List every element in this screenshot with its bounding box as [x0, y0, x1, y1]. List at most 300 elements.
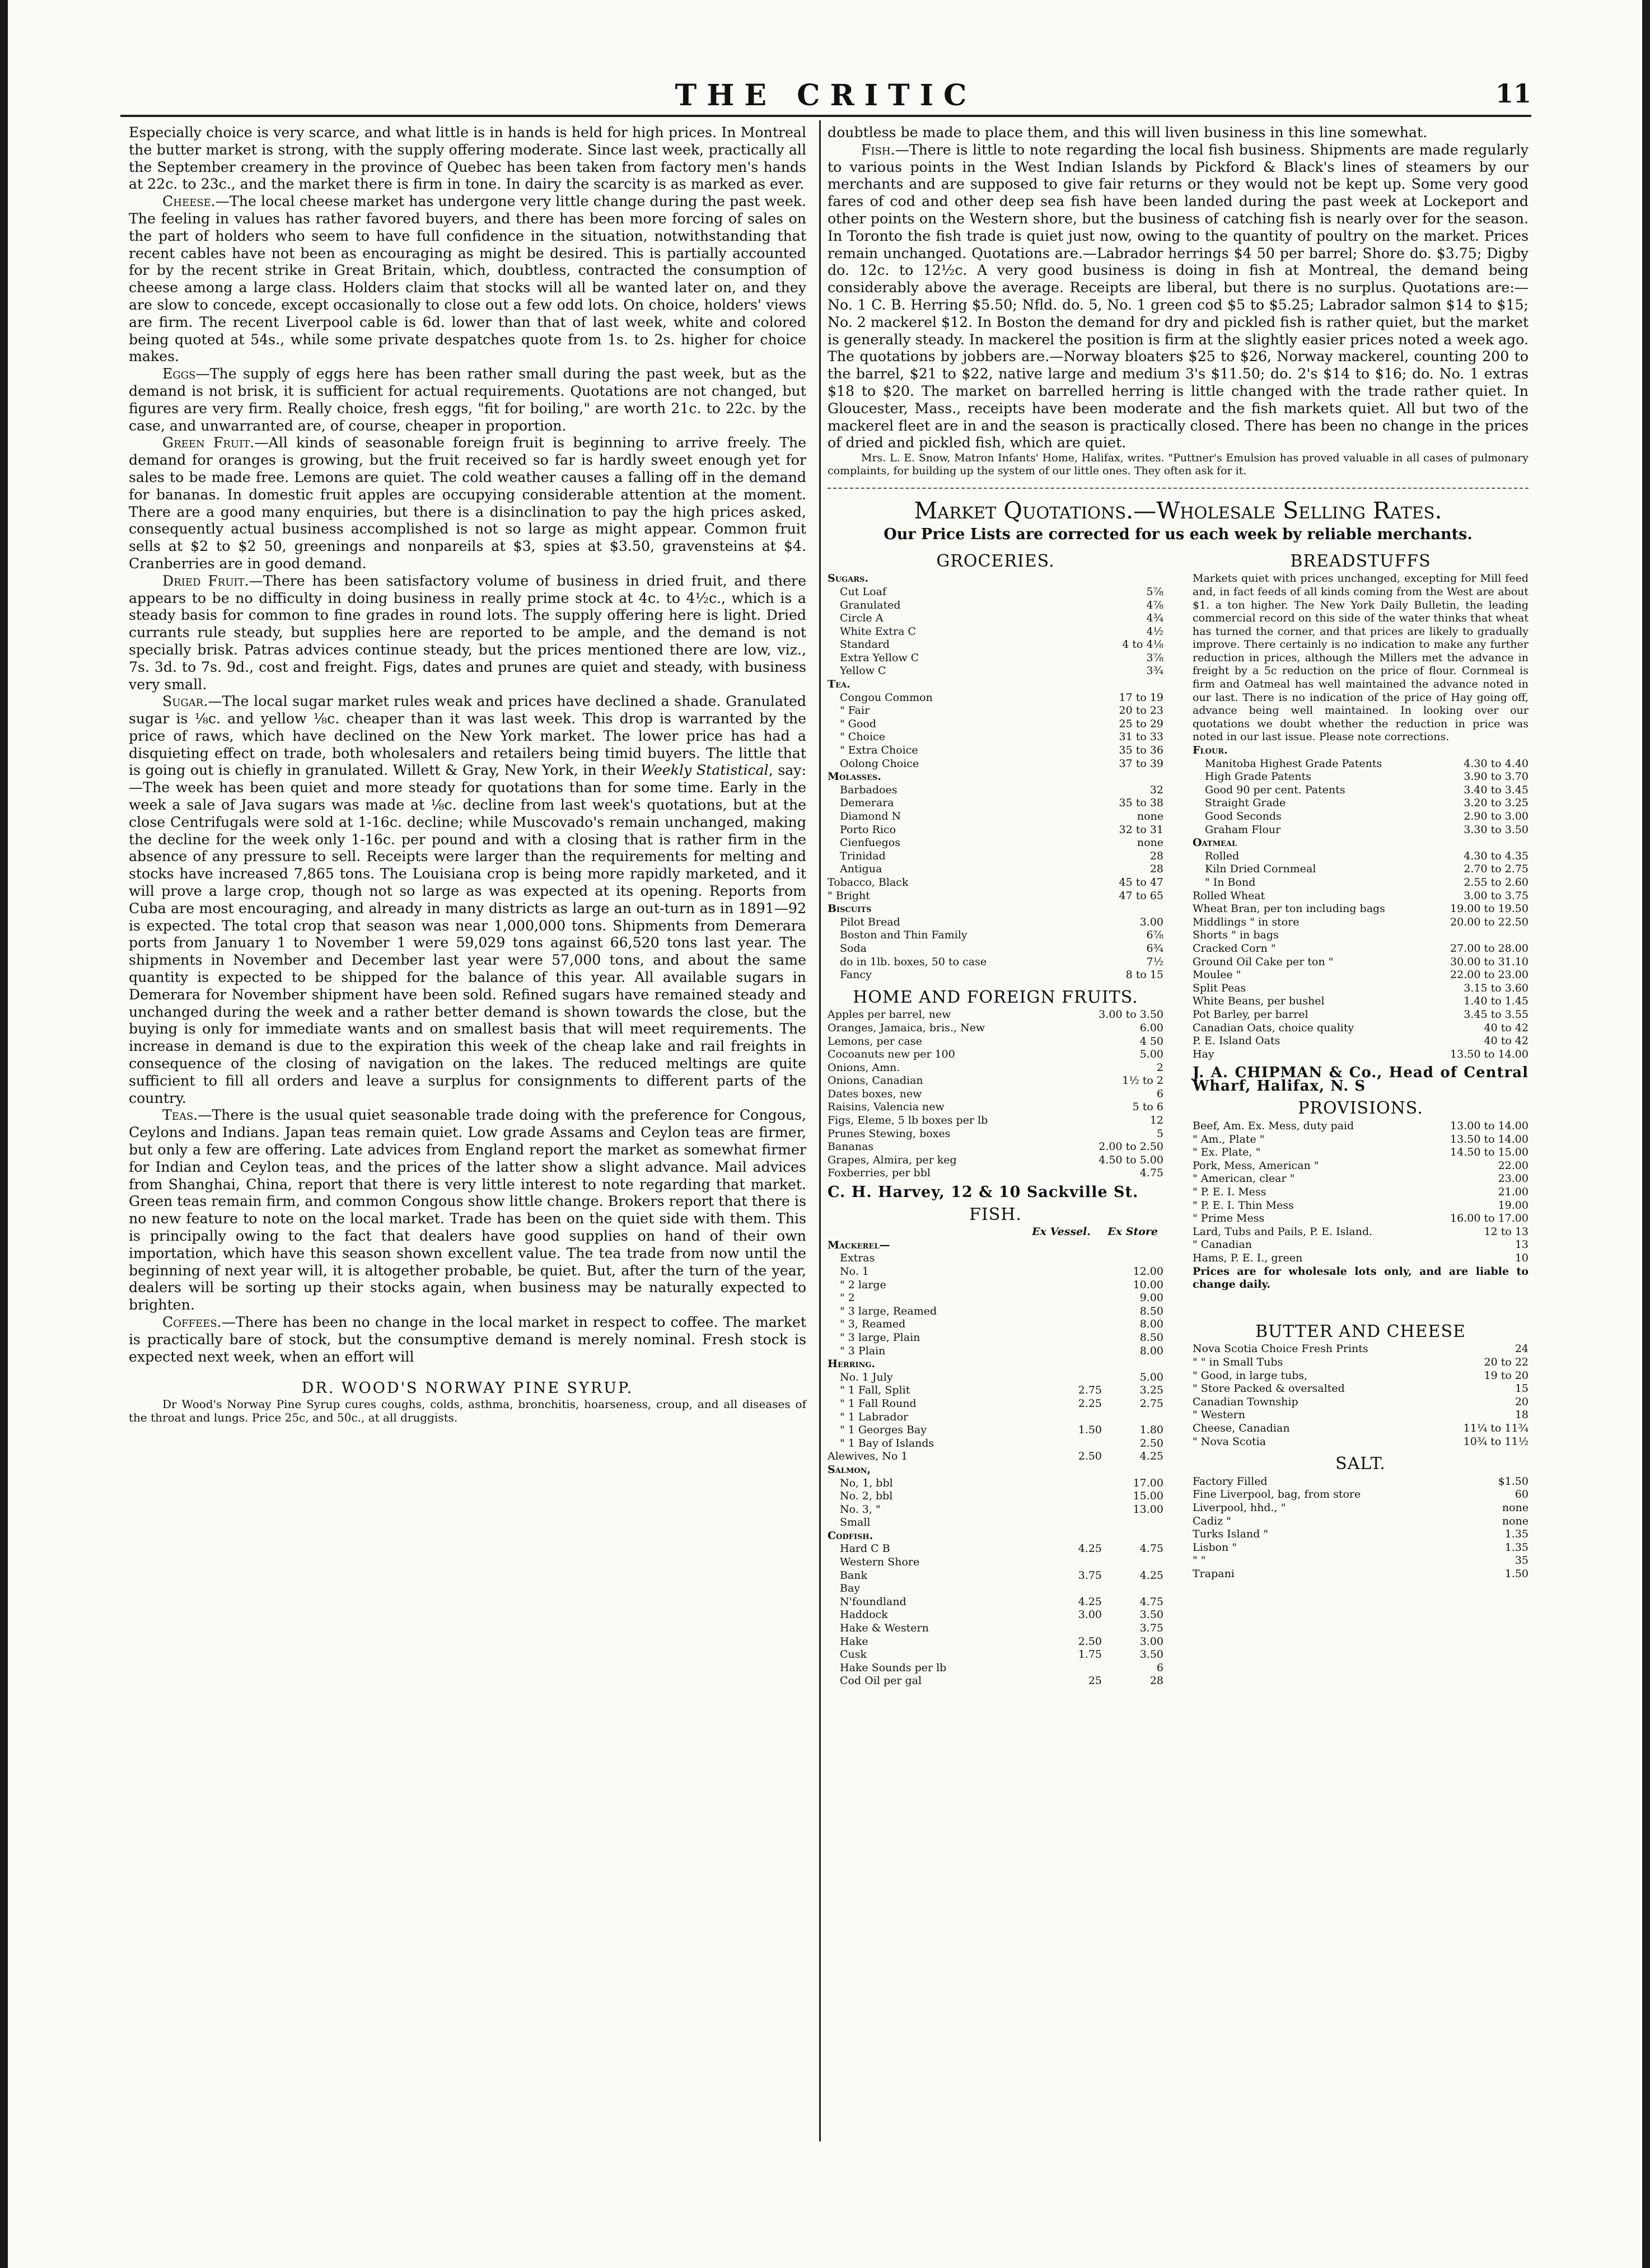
item-price: 25 to 29	[1119, 717, 1163, 730]
item-label: Hake Sounds per lb	[840, 1661, 947, 1674]
item-label: White Beans, per bushel	[1193, 995, 1325, 1008]
price-row	[828, 1048, 1163, 1061]
oatmeal-list	[1193, 850, 1529, 890]
tobacco-list	[828, 876, 1163, 902]
fish-price-row	[828, 1675, 1163, 1688]
item-label: Pot Barley, per barrel	[1193, 1008, 1308, 1021]
butter-continuation: Especially choice is very scarce, and what little is in hands is held for high prices. In Montreal the butter market is strong, with the supply offering moderate. Since last week, practically all the September creamery in the province of Quebec has been taken from factory men's hands at 22c. to 23c., and the market there is firm in tone. In dairy the scarcity is as marked as ever.	[129, 124, 806, 193]
ex-vessel-price	[1040, 1292, 1102, 1305]
green-fruit-text: —All kinds of seasonable foreign fruit is beginning to arrive freely. The demand for oranges is growing, but the fruit received so far is hardly sweet enough yet for sales to be made free. Lemons are quiet. The cold weather causes a falling off in the demand for bananas. In domestic fruit apples are occupying considerable attention at the moment. There are a good many enquiries, but there is a disinclination to pay the high prices asked, consequently actual business accomplished is not so large as might appear. Common fruit sells at $2 to $2 50, greenings and nonpareils at $3, spies at $3.50, gravensteins at $4. Cranberries are in good demand.	[129, 434, 806, 572]
price-row	[1193, 890, 1529, 903]
item-label: " 1 Labrador	[840, 1410, 909, 1423]
ex-vessel-price	[1040, 1556, 1102, 1569]
ex-vessel-price	[1040, 1582, 1102, 1596]
masthead-title: THE CRITIC	[675, 78, 977, 113]
item-price: 4.30 to 4.35	[1464, 849, 1529, 862]
fish-price-row	[828, 1582, 1163, 1596]
item-price: 13.50 to 14.00	[1450, 1048, 1529, 1060]
item-label: No, 1, bbl	[840, 1476, 893, 1489]
ex-store-price: 3.25	[1139, 1384, 1163, 1397]
ex-vessel-header: Ex Vessel.	[1032, 1226, 1091, 1238]
item-label: " Western	[1193, 1409, 1245, 1421]
price-row	[828, 929, 1163, 942]
ex-vessel-price	[1040, 1305, 1102, 1318]
item-label: " Store Packed & oversalted	[1193, 1382, 1345, 1395]
price-row	[1193, 876, 1529, 890]
item-price: 20 to 23	[1119, 704, 1163, 717]
eggs-heading: Eggs	[162, 366, 196, 382]
sugar-paragraph	[129, 693, 806, 1107]
ex-store-price: 6	[1156, 1661, 1163, 1674]
ex-store-price: 13.00	[1133, 1503, 1163, 1516]
item-label: " P. E. I. Mess	[1193, 1186, 1266, 1199]
fish-price-row	[828, 1596, 1163, 1609]
item-label: " Good	[840, 717, 876, 730]
breadstuffs-title: BREADSTUFFS	[1290, 551, 1431, 571]
price-row	[828, 612, 1163, 625]
ex-store-price	[1102, 1252, 1163, 1265]
item-label: Good Seconds	[1205, 810, 1282, 823]
fish-other-list	[828, 1608, 1163, 1688]
price-row	[828, 731, 1163, 744]
eggs-text: —The supply of eggs here has been rather small during the past week, but as the demand is not brisk, it is sufficient for actual requirements. Quotations are not changed, but figures are very firm. Really choice, fresh eggs, "fit for boiling," are worth 21c. to 22c. by the case, and unwarranted are, of course, cheaper in proportion.	[129, 366, 806, 434]
page-number: 11	[1495, 78, 1531, 109]
ex-vessel-price	[1040, 1490, 1102, 1503]
price-row	[1193, 1356, 1529, 1369]
page-header	[120, 78, 1531, 112]
ex-vessel-price: 1.75	[1078, 1648, 1102, 1661]
fish-text: —There is little to note regarding the local fish business. Shipments are made regularly to various points in the West Indian Islands by Pickford & Black's lines of steamers by our merchants and are supposed to give fair returns or they would not be kept up. Some very good fares of cod and other deep sea fish have been landed during the past week at Lockeport and other points on the Western shore, but the business of catching fish is nearly over for the season. In Toronto the fish trade is quiet just now, owing to the quantity of poultry on the market. Prices remain unchanged. Quotations are.—Labrador herrings $4 50 per barrel; Shore do. $3.75; Digby do. 12c. to 12½c. A very good business is doing in fish at Montreal, the demand being considerably above the average. Receipts are liberal, but there is no surplus. Quotations are:—No. 1 C. B. Herring $5.50; Nfld. do. 5, No. 1 green cod $5 to $5.25; Labrador salmon $14 to $15; No. 2 mackerel $12. In Boston the demand for dry and pickled fish is rather quiet, but the market is generally steady. In mackerel the position is firm at the slightly easier prices noted a week ago. The quotations by jobbers are.—Norway bloaters $25 to $26, Norway mackerel, counting 200 to the barrel, $21 to $22, native large and medium 3's $11.50; do. 2's $14 to $16; do. No. 1 extras $18 to $20. The market on barrelled herring is little changed with the trade rather quiet. In Gloucester, Mass., receipts have been moderate and the fish markets quiet. All but two of the mackerel fleet are in and the season is practically closed. There has been no change in the prices of dried and pickled fish, which are quiet.	[828, 141, 1529, 451]
ex-vessel-price	[1040, 1503, 1102, 1517]
dried-fruit-heading: Dried Fruit.	[162, 572, 249, 589]
flour-heading: Flour.	[1193, 744, 1228, 757]
price-row	[1193, 1568, 1529, 1581]
price-row	[828, 810, 1163, 824]
breadstuffs-text: Markets quiet with prices unchanged, excepting for Mill feed and, in fact feeds of all kinds coming from the West are about $1. a ton higher. The New York Daily Bulletin, the leading commercial record on this side of the water thinks that wheat has turned the corner, and that prices are likely to gradually improve. There certainly is no indication to make any further reduction in prices, although the Millers met the advance in freight by a 5c reduction on the price of flour. Cornmeal is firm and Oatmeal has well maintained the advance noted in our last. There is no indication of the price of Hay going off, advance being well maintained. In looking over our quotations we doubt whether the reduction in price was noted in our last issue. Please note corrections.	[1193, 572, 1529, 743]
item-label: " 1 Georges Bay	[840, 1424, 927, 1437]
item-label: Diamond N	[840, 810, 901, 823]
item-price: none	[1502, 1514, 1529, 1527]
price-row	[1193, 1133, 1529, 1147]
item-price: 1.35	[1504, 1528, 1529, 1541]
item-label: " 3 large, Plain	[840, 1331, 920, 1344]
price-row	[828, 890, 1163, 903]
price-row	[828, 863, 1163, 876]
ex-vessel-price	[1040, 1371, 1102, 1385]
item-label: Liverpool, hhd., "	[1193, 1501, 1286, 1514]
item-label: White Extra C	[840, 625, 916, 638]
item-label: Ground Oil Cake per ton "	[1193, 955, 1334, 968]
fish-price-row	[828, 1608, 1163, 1622]
price-row	[828, 718, 1163, 731]
ex-store-price	[1102, 1582, 1163, 1596]
item-label: Haddock	[840, 1608, 888, 1621]
price-row	[1193, 929, 1529, 942]
item-label: No. 3, "	[840, 1503, 881, 1516]
item-price: 21.00	[1498, 1186, 1529, 1199]
price-row	[1193, 1212, 1529, 1226]
item-price: none	[1502, 1501, 1529, 1514]
fish-price-row	[828, 1662, 1163, 1675]
item-label: No. 1 July	[840, 1371, 893, 1383]
ex-store-price: 3.00	[1139, 1635, 1163, 1648]
item-price: 3.20 to 3.25	[1464, 797, 1529, 810]
price-row	[828, 1088, 1163, 1101]
price-row	[1193, 1488, 1529, 1502]
price-row	[1193, 1435, 1529, 1449]
syrup-ad-body: Dr Wood's Norway Pine Syrup cures coughs, colds, asthma, bronchitis, hoarseness, croup, and all diseases of the throat and lungs. Price 25c, and 50c., at all druggists.	[129, 1397, 806, 1425]
salmon-heading: Salmon,	[828, 1463, 871, 1476]
item-label: Foxberries, per bbl	[828, 1167, 931, 1180]
price-row	[1193, 1008, 1529, 1022]
eggs-paragraph	[129, 366, 806, 434]
item-label: Hake & Western	[840, 1622, 929, 1635]
fish-price-row	[828, 1542, 1163, 1556]
price-row	[828, 586, 1163, 599]
fish-price-row	[828, 1397, 1163, 1411]
fish-table-title: FISH.	[969, 1204, 1022, 1224]
ex-vessel-price: 4.25	[1078, 1542, 1102, 1555]
ex-vessel-price	[1040, 1252, 1102, 1265]
ex-store-header: Ex Store	[1107, 1226, 1158, 1238]
item-price: 6	[1156, 1087, 1163, 1100]
item-label: " American, clear "	[1193, 1172, 1295, 1185]
item-price: 3.00	[1139, 915, 1163, 928]
item-label: Figs, Eleme, 5 lb boxes per lb	[828, 1114, 988, 1127]
ex-store-price: 3.50	[1139, 1648, 1163, 1661]
item-label: " 1 Fall, Split	[840, 1384, 910, 1397]
fish-table-header	[828, 1226, 1163, 1239]
item-label: Onions, Canadian	[828, 1074, 923, 1087]
ex-vessel-price	[1040, 1411, 1102, 1424]
item-label: Oolong Choice	[840, 757, 919, 770]
price-row	[828, 744, 1163, 757]
ex-vessel-price: 4.25	[1078, 1595, 1102, 1608]
item-price: 35 to 38	[1119, 797, 1163, 810]
item-price: 6¾	[1146, 942, 1163, 955]
fish-price-row	[828, 1252, 1163, 1265]
ex-store-price: 8.50	[1139, 1331, 1163, 1344]
price-row	[828, 652, 1163, 665]
item-price: 5 to 6	[1132, 1101, 1163, 1114]
ex-store-price: 2.50	[1139, 1437, 1163, 1449]
ex-store-price: 10.00	[1133, 1278, 1163, 1291]
item-label: " 3, Reamed	[840, 1318, 906, 1331]
item-label: Cadiz "	[1193, 1514, 1231, 1527]
item-label: " P. E. I. Thin Mess	[1193, 1199, 1294, 1212]
sugar-text-b: , say:—The week has been quiet and more steady for quotations than for some time. Early in the week a sale of Java sugars was made at ⅛c. decline from last week's quotations, but at the close Centrifugals were sold at 1-16c. decline; while Muscovado's remain unchanged, making the decline for the week only 1-16c. per pound and with a closing that is rather firm in the absence of any pressure to sell. Receipts were larger than the requirements for melting and stocks have increased 7,865 tons. The Louisiana crop is being more rapidly marketed, and it will prove a large crop, though not so large as was expected at its opening. Reports from Cuba are most encouraging, and already in many districts as large an out-turn as in 1891—92 is expected. The total crop that season was near 1,000,000 tons. Shipments from Demerara ports from January 1 to November 1 were 59,029 tons against 66,520 tons last year. The shipments in November and December last year were 57,000 tons, and about the same quantity is expected to be shipped for the balance of this year. All available sugars in Demerara for November shipment have been sold. Refined sugars have remained steady and unchanged during the week and a rather better demand is shown towards the close, but the buying is only for immediate wants and on smallest basis that will meet requirements. The increase in demand is due to the expiration this week of the cheap lake and rail freights in consequence of the closing of navigation on the lakes. The reduced meltings are quite sufficient to fill all orders and leave a surplus for consignments to different parts of the country.	[129, 762, 806, 1106]
price-row	[828, 942, 1163, 956]
item-price: 12	[1149, 1114, 1163, 1127]
dashed-divider	[828, 488, 1529, 489]
item-price: none	[1137, 836, 1163, 849]
item-price: 3.90 to 3.70	[1464, 770, 1529, 783]
item-price: 7½	[1146, 955, 1163, 968]
item-label: Canadian Oats, choice quality	[1193, 1021, 1354, 1034]
item-label: Oranges, Jamaica, bris., New	[828, 1021, 985, 1034]
item-label: No. 1	[840, 1265, 869, 1278]
ex-store-price	[1102, 1516, 1163, 1530]
item-price: 19.00 to 19.50	[1450, 902, 1529, 915]
item-label: Fancy	[840, 969, 872, 981]
price-row	[828, 969, 1163, 982]
fish-price-row	[828, 1437, 1163, 1451]
item-label: Cod Oil per gal	[840, 1675, 922, 1687]
sugar-heading: Sugar.	[162, 693, 208, 710]
ex-vessel-price: 3.75	[1078, 1569, 1102, 1582]
ex-vessel-price	[1040, 1265, 1102, 1279]
item-label: " Canadian	[1193, 1238, 1252, 1251]
price-row	[828, 824, 1163, 837]
ex-vessel-price	[1040, 1662, 1102, 1675]
item-label: Cracked Corn "	[1193, 942, 1276, 955]
mackerel-list	[828, 1252, 1163, 1358]
ex-vessel-price	[1040, 1622, 1102, 1635]
fish-price-row	[828, 1556, 1163, 1569]
item-label: " Fair	[840, 704, 870, 717]
item-label: Porto Rico	[840, 823, 896, 836]
fish-price-row	[828, 1265, 1163, 1279]
item-label: Prunes Stewing, boxes	[828, 1127, 951, 1140]
price-row	[828, 757, 1163, 771]
item-label: " Extra Choice	[840, 744, 918, 757]
item-label: Graham Flour	[1205, 823, 1281, 836]
emulsion-notice: Mrs. L. E. Snow, Matron Infants' Home, Halifax, writes. "Puttner's Emulsion has proved valuable in all cases of pulmonary complaints, for building up the system of our little ones. They often ask for it.	[828, 452, 1529, 478]
item-label: Barbadoes	[840, 783, 898, 796]
item-price: 10¾ to 11½	[1463, 1435, 1529, 1448]
item-label: Small	[840, 1516, 871, 1529]
biscuits-heading: Biscuits	[828, 902, 872, 915]
price-row	[1193, 1369, 1529, 1383]
fish-price-row	[828, 1305, 1163, 1318]
flour-list	[1193, 757, 1529, 837]
item-price: 1.50	[1504, 1567, 1529, 1580]
dried-fruit-paragraph	[129, 573, 806, 694]
item-price: 13.50 to 14.00	[1450, 1133, 1529, 1145]
item-label: Cheese, Canadian	[1193, 1421, 1290, 1434]
column-divider	[819, 120, 821, 2141]
item-label: Good 90 per cent. Patents	[1205, 783, 1345, 796]
item-label: Lisbon "	[1193, 1541, 1237, 1554]
price-row	[828, 956, 1163, 969]
item-price: 4¾	[1146, 612, 1163, 625]
item-label: Extras	[840, 1252, 875, 1265]
price-row	[1193, 1146, 1529, 1159]
item-price: 19 to 20	[1484, 1369, 1529, 1382]
item-price: 1.35	[1504, 1541, 1529, 1554]
item-price	[1525, 929, 1529, 942]
item-price: 45 to 47	[1119, 876, 1163, 889]
ex-store-price: 3.50	[1139, 1608, 1163, 1621]
item-label: Yellow C	[840, 665, 886, 677]
item-label: " Ex. Plate, "	[1193, 1146, 1261, 1159]
item-price: 23.00	[1498, 1172, 1529, 1185]
market-quotations-title: Market Quotations.—Wholesale Selling Rates.	[914, 497, 1442, 525]
dried-fruit-text: —There has been satisfactory volume of business in dried fruit, and there appears to be no difficulty in doing business in really prime stock at 4c. to 4½c., which is a steady basis for common to fine grades in round lots. The supply offering here is light. Dried currants rule steady, but supplies here are reported to be ample, and the demand is not specially brisk. Patras advices continue steady, but the prices mentioned there are low, viz., 7s. 3d. to 7s. 9d., cost and freight. Figs, dates and prunes are quiet and steady, with business very small.	[129, 572, 806, 693]
item-label: " 3 large, Reamed	[840, 1304, 937, 1317]
codfish-heading: Codfish.	[828, 1529, 873, 1542]
ex-vessel-price: 2.75	[1078, 1384, 1102, 1397]
price-row	[1193, 1554, 1529, 1568]
item-price: 32 to 31	[1119, 823, 1163, 836]
item-label: Straight Grade	[1205, 797, 1286, 810]
fish-price-row	[828, 1477, 1163, 1490]
biscuits-list	[828, 916, 1163, 982]
price-row	[1193, 1186, 1529, 1199]
price-row	[1193, 1541, 1529, 1555]
item-price: 40 to 42	[1484, 1021, 1529, 1034]
item-price: 1½ to 2	[1122, 1074, 1163, 1087]
price-row	[828, 1167, 1163, 1180]
item-label: " Bright	[828, 889, 870, 902]
sugar-publication-title: Weekly Statistical	[641, 762, 769, 779]
price-row	[1193, 824, 1529, 837]
price-row	[828, 638, 1163, 652]
fruits-dealer: C. H. Harvey, 12 & 10 Sackville St.	[828, 1184, 1139, 1201]
provisions-title: PROVISIONS.	[1298, 1098, 1423, 1119]
ex-store-price: 5.00	[1139, 1371, 1163, 1383]
item-price: 3.40 to 3.45	[1464, 783, 1529, 796]
price-row	[828, 1101, 1163, 1114]
item-label: Extra Yellow C	[840, 651, 919, 664]
sugars-heading: Sugars.	[828, 572, 869, 585]
item-price: 3.15 to 3.60	[1464, 981, 1529, 994]
price-tables	[828, 551, 1529, 1688]
item-label: " " in Small Tubs	[1193, 1355, 1283, 1368]
item-label: Lemons, per case	[828, 1035, 922, 1048]
price-row	[828, 1114, 1163, 1128]
price-row	[828, 876, 1163, 890]
item-price: none	[1137, 810, 1163, 823]
ex-vessel-price	[1040, 1279, 1102, 1292]
item-price: 19.00	[1498, 1199, 1529, 1212]
item-label: " Good, in large tubs,	[1193, 1369, 1308, 1382]
item-price: 2.55 to 2.60	[1464, 876, 1529, 889]
salt-list	[1193, 1475, 1529, 1581]
price-row	[828, 665, 1163, 678]
item-price: 20	[1515, 1395, 1529, 1408]
syrup-ad-title: DR. WOOD'S NORWAY PINE SYRUP.	[301, 1379, 634, 1397]
item-price: 35	[1515, 1554, 1529, 1567]
item-label: Hard C B	[840, 1542, 890, 1555]
price-row	[1193, 1022, 1529, 1035]
green-fruit-heading: Green Fruit.	[162, 434, 255, 451]
price-row	[828, 625, 1163, 639]
item-label: Lard, Tubs and Pails, P. E. Island.	[1193, 1225, 1373, 1238]
item-label: Pork, Mess, American "	[1193, 1159, 1319, 1172]
price-row	[828, 1035, 1163, 1049]
price-row	[1193, 969, 1529, 982]
item-price: 4 50	[1139, 1035, 1163, 1048]
item-label: Hay	[1193, 1048, 1214, 1060]
fish-heading: Fish.	[861, 141, 895, 158]
item-price: 4.30 to 4.40	[1464, 757, 1529, 770]
item-label: Shorts " in bags	[1193, 929, 1279, 942]
item-price: 2	[1156, 1061, 1163, 1074]
item-label: Apples per barrel, new	[828, 1008, 951, 1021]
ex-store-price: 4.75	[1139, 1595, 1163, 1608]
price-row	[1193, 1422, 1529, 1435]
item-label: Trapani	[1193, 1567, 1235, 1580]
item-label: Cocoanuts new per 100	[828, 1048, 955, 1061]
ex-vessel-price	[1040, 1331, 1102, 1345]
ex-store-price: 28	[1149, 1675, 1163, 1687]
item-label: Antigua	[840, 863, 882, 876]
item-price: 28	[1149, 863, 1163, 876]
item-price: 13	[1515, 1238, 1529, 1251]
item-price: 22.00	[1498, 1159, 1529, 1172]
item-label: Nova Scotia Choice Fresh Prints	[1193, 1343, 1368, 1355]
item-label: do in 1lb. boxes, 50 to case	[840, 955, 987, 968]
fish-price-row	[828, 1490, 1163, 1503]
item-price: 35 to 36	[1119, 744, 1163, 757]
item-label: Tobacco, Black	[828, 876, 909, 889]
item-label: Circle A	[840, 612, 884, 625]
fish-price-row	[828, 1371, 1163, 1385]
item-label: Rolled Wheat	[1193, 889, 1265, 902]
molasses-heading: Molasses.	[828, 770, 881, 783]
item-label: " Am., Plate "	[1193, 1133, 1265, 1145]
item-price: 24	[1515, 1343, 1529, 1355]
ex-vessel-price: 2.50	[1078, 1635, 1102, 1648]
item-price: 22.00 to 23.00	[1450, 969, 1529, 981]
fish-price-row	[828, 1569, 1163, 1583]
molasses-list	[828, 784, 1163, 876]
coffees-heading: Coffees.	[162, 1313, 222, 1330]
item-label: Wheat Bran, per ton including bags	[1193, 902, 1385, 915]
item-label: Grapes, Almira, per keg	[828, 1153, 957, 1166]
item-label: High Grade Patents	[1205, 770, 1311, 783]
home-foreign-fruits-title: HOME AND FOREIGN FRUITS.	[853, 987, 1138, 1007]
item-price: 12 to 13	[1484, 1225, 1529, 1238]
item-label: Raisins, Valencia new	[828, 1101, 945, 1114]
tea-heading: Tea.	[828, 678, 850, 691]
provisions-list	[1193, 1120, 1529, 1265]
item-label: Congou Common	[840, 691, 933, 704]
item-price: 31 to 33	[1119, 731, 1163, 743]
fish-price-row	[828, 1648, 1163, 1662]
price-row	[1193, 1172, 1529, 1186]
item-label: Trinidad	[840, 849, 886, 862]
price-row	[1193, 1199, 1529, 1213]
ex-vessel-price	[1040, 1477, 1102, 1490]
ex-vessel-price	[1040, 1437, 1102, 1451]
item-price: 20.00 to 22.50	[1450, 915, 1529, 928]
item-label: Standard	[840, 638, 890, 651]
item-price: 4 to 4⅛	[1122, 638, 1163, 651]
provisions-note: Prices are for wholesale lots only, and are liable to change daily.	[1193, 1265, 1529, 1291]
item-label: Bank	[840, 1569, 868, 1582]
ex-store-price: 3.75	[1139, 1622, 1163, 1635]
coffees-continuation: doubtless be made to place them, and this will liven business in this line somewhat.	[828, 124, 1428, 141]
item-label: Bay	[840, 1582, 861, 1595]
codfish-list	[828, 1542, 1163, 1608]
fish-price-row	[828, 1331, 1163, 1345]
item-label: " 2	[840, 1292, 855, 1304]
groceries-title: GROCERIES.	[936, 551, 1055, 571]
item-price: 10	[1515, 1252, 1529, 1265]
item-price: 1.40 to 1.45	[1464, 995, 1529, 1008]
item-price: 60	[1515, 1488, 1529, 1501]
fish-price-row	[828, 1622, 1163, 1635]
item-label: Cusk	[840, 1648, 867, 1661]
item-label: " Nova Scotia	[1193, 1435, 1266, 1448]
item-price: 3.30 to 3.50	[1464, 823, 1529, 836]
price-subcolumn-right	[1193, 551, 1529, 1688]
ex-store-price: 8.00	[1139, 1344, 1163, 1357]
item-label: Factory Filled	[1193, 1475, 1268, 1488]
ex-store-price: 2.75	[1139, 1397, 1163, 1410]
